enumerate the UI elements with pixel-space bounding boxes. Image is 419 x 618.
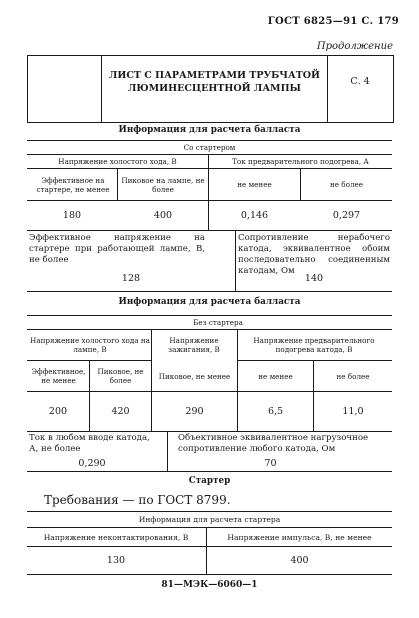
- ballast-no-starter-heading: Информация для расчета балласта: [118, 297, 301, 307]
- col-noncontact: Напряжение неконтактирования, В: [43, 532, 189, 542]
- value-cell: 200: [48, 405, 68, 417]
- value-cell: 180: [62, 210, 82, 221]
- sheet-title: [102, 69, 327, 95]
- value-cell: 400: [153, 210, 173, 221]
- starter-heading: Стартер: [188, 476, 231, 486]
- col-ignition: Напряжение зажигания, В: [168, 336, 220, 354]
- value-cell: 140: [304, 272, 324, 284]
- value-cell: 290: [185, 405, 204, 417]
- col-open-voltage: Напряжение холостого хода, В: [58, 156, 177, 166]
- sheet-title-line2: ЛЮМИНЕСЦЕНТНОЙ ЛАМПЫ: [128, 83, 301, 94]
- rule-15: [27, 546, 392, 547]
- col-preheat-current: Ток предварительного подогрева, А: [232, 156, 369, 166]
- value-cell: 128: [121, 272, 141, 284]
- load-resistance-text: Объективное эквивалентное нагрузочное сопротивление любого катода, Ом: [178, 433, 369, 454]
- col-pulse: Напряжение импульса, В, не менее: [227, 532, 372, 542]
- rule-11: [27, 431, 392, 432]
- continuation-label: Продолжение: [316, 41, 393, 52]
- page-header-standard: ГОСТ 6825—91 С. 179: [267, 16, 399, 27]
- starter-voltage-text: Эффективное напряжение на стартере при работающей лампе, В, не более: [29, 233, 205, 265]
- sub-effective: Эффективное на стартере, не менее: [36, 175, 110, 194]
- s1-vdiv-a: [117, 168, 118, 200]
- starter-requirements: Требования — по ГОСТ 8799.: [44, 493, 231, 507]
- value-cell: 400: [290, 554, 309, 566]
- starter-table-title: Информация для расчета стартера: [138, 514, 281, 524]
- rule-12: [27, 471, 392, 472]
- value-cell: 11,0: [342, 405, 364, 417]
- ballast-starter-subheading: Со стартером: [183, 143, 236, 152]
- sub-min: не менее: [237, 180, 272, 189]
- col-preheat-voltage: Напряжение предварительного подогрева катода, В: [253, 336, 375, 354]
- ballast-no-starter-subheading: Без стартера: [193, 318, 243, 327]
- rule-16: [27, 574, 392, 575]
- sub-peak-ignition: Пиковое, не менее: [158, 371, 231, 381]
- sheet-number: С. 4: [350, 76, 370, 87]
- value-cell: 6,5: [267, 405, 284, 417]
- title-block-right-divider: [327, 55, 328, 122]
- value-cell: 70: [264, 458, 277, 469]
- cathode-current-text: Ток в любом вводе катода, А, не более: [29, 433, 150, 454]
- footer-code: 81—МЭК—6060—1: [161, 580, 258, 590]
- sub-max: не более: [329, 180, 364, 189]
- cathode-resistance-text: Сопротивление нерабочего катода, эквивалентное обоим последовательно соединенным катодам, Ом: [238, 233, 390, 276]
- sub-peak-2: Пиковое, не более: [97, 367, 144, 385]
- value-cell: 130: [106, 554, 126, 566]
- rule-6: [27, 291, 392, 292]
- rule-5: [27, 230, 392, 231]
- value-cell: 0,290: [78, 458, 106, 469]
- value-cell: 0,297: [332, 210, 361, 221]
- value-cell: 0,146: [240, 210, 269, 221]
- sub-peak: Пиковое на лампе, не более: [121, 175, 205, 194]
- sheet-title-line1: ЛИСТ С ПАРАМЕТРАМИ ТРУБЧАТОЙ: [108, 70, 321, 81]
- sub-min-2: не менее: [258, 371, 293, 381]
- sub-effective-2: Эффективное, не менее: [31, 367, 86, 385]
- sub-max-2: не более: [336, 371, 370, 381]
- value-cell: 420: [111, 405, 130, 417]
- ballast-starter-heading: Информация для расчета балласта: [118, 125, 301, 135]
- col-open-voltage-lamp: Напряжение холостого хода на лампе, В: [30, 336, 150, 354]
